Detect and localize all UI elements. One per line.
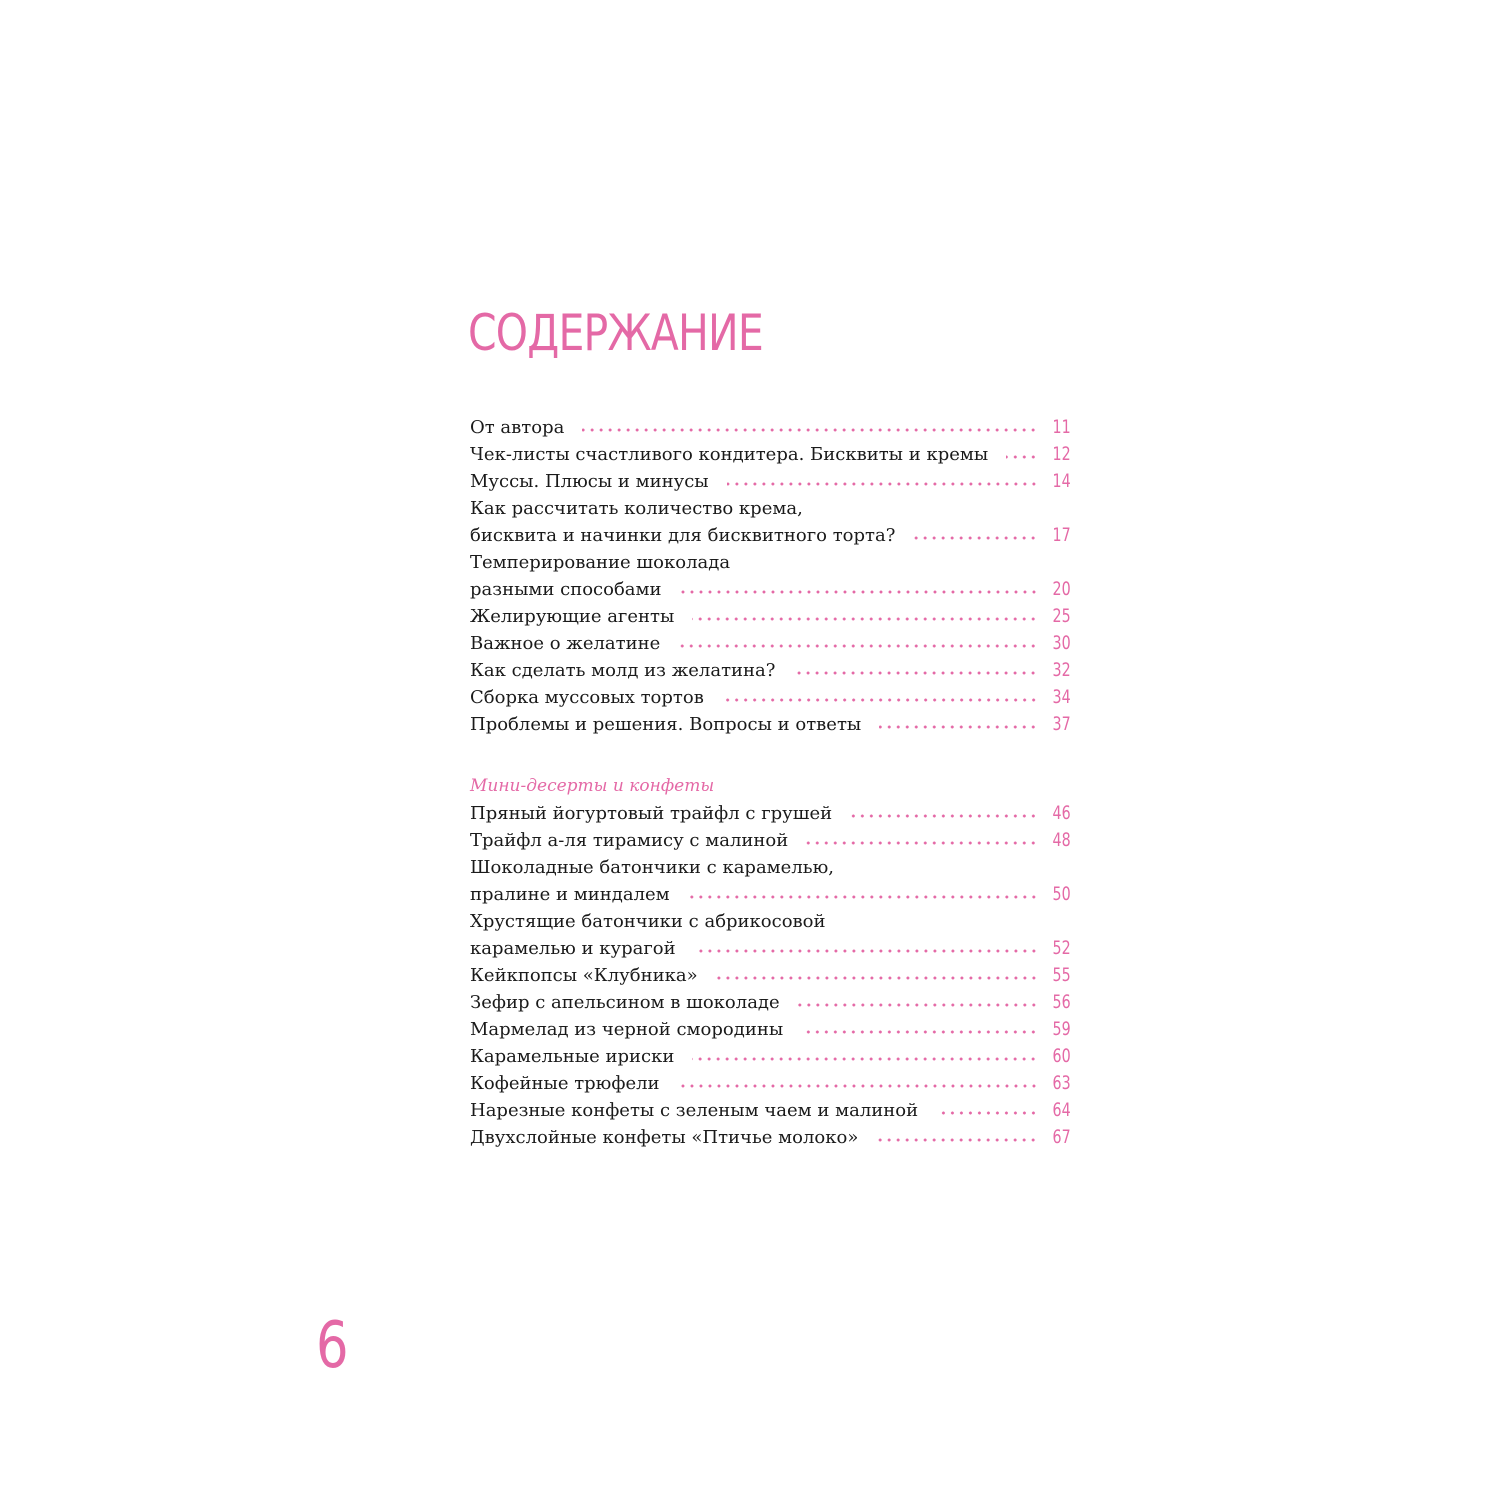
toc-entry-line: [470, 522, 1071, 549]
toc-entry-line: [470, 935, 1071, 962]
dot-leader: [692, 617, 1038, 621]
toc-entry-line: [470, 495, 1066, 522]
toc-entry[interactable]: [470, 1043, 1071, 1070]
dot-leader: [582, 428, 1038, 432]
toc-entry-title: Шоколадные батончики с карамелью,: [470, 857, 834, 878]
toc-entry-title: Как рассчитать количество крема,: [470, 498, 803, 519]
toc-entry[interactable]: [470, 989, 1071, 1016]
toc-page-number: 25: [1052, 605, 1071, 627]
toc-entry-title: Зефир с апельсином в шоколаде: [470, 992, 780, 1013]
toc-entry-line: [470, 549, 1066, 576]
toc-entry-line: [470, 1070, 1071, 1097]
toc-entry[interactable]: [470, 684, 1071, 711]
toc-entries: [470, 800, 1071, 1151]
toc-entry-line: [470, 881, 1071, 908]
toc-entry-line: [470, 908, 1066, 935]
toc-entry[interactable]: [470, 800, 1071, 827]
toc-entry-title: Двухслойные конфеты «Птичье молоко»: [470, 1127, 859, 1148]
toc-entry-line: [470, 468, 1071, 495]
toc-page-number: 17: [1052, 524, 1071, 546]
toc-page-number: 63: [1052, 1072, 1071, 1094]
toc-page-number: 12: [1052, 443, 1071, 465]
toc-entry-title: Сборка муссовых тортов: [470, 687, 704, 708]
dot-leader: [688, 895, 1038, 899]
toc-entry-title: пралине и миндалем: [470, 884, 670, 905]
toc-entry[interactable]: [470, 854, 1071, 908]
toc-entry-title: Муссы. Плюсы и минусы: [470, 471, 709, 492]
dot-leader: [680, 590, 1038, 594]
page-number: 6: [316, 1309, 349, 1383]
toc-entry-line: [470, 630, 1071, 657]
toc-entry[interactable]: [470, 495, 1071, 549]
toc-entry[interactable]: [470, 827, 1071, 854]
toc-entry-line: [470, 657, 1071, 684]
toc-entry[interactable]: [470, 908, 1071, 962]
toc-entry-line: [470, 684, 1071, 711]
toc-page-number: 37: [1052, 713, 1071, 735]
toc-entry[interactable]: [470, 441, 1071, 468]
toc-entry-line: [470, 414, 1071, 441]
dot-leader: [793, 671, 1038, 675]
toc-entry-line: [470, 1043, 1071, 1070]
dot-leader: [801, 1030, 1038, 1034]
toc-page-number: 30: [1052, 632, 1071, 654]
toc-section-mini-desserts: [470, 773, 1071, 1151]
dot-leader: [722, 698, 1038, 702]
dot-leader: [727, 482, 1038, 486]
toc-page-number: 52: [1052, 937, 1071, 959]
toc-entry-title: Кейкпопсы «Клубника»: [470, 965, 698, 986]
toc-entry-line: [470, 1124, 1071, 1151]
dot-leader: [1006, 455, 1038, 459]
toc-entry-line: [470, 441, 1071, 468]
toc-entry-line: [470, 854, 1066, 881]
toc-section-main: [470, 414, 1071, 738]
dot-leader: [879, 725, 1038, 729]
toc-page-number: 59: [1052, 1018, 1071, 1040]
toc-entry[interactable]: [470, 414, 1071, 441]
dot-leader: [678, 1084, 1038, 1088]
toc-page-number: 32: [1052, 659, 1071, 681]
toc-entry[interactable]: [470, 549, 1071, 603]
dot-leader: [850, 814, 1038, 818]
toc-entry-title: Чек-листы счастливого кондитера. Бисквиты и кремы: [470, 444, 989, 465]
dot-leader: [798, 1003, 1038, 1007]
toc-entry-title: Проблемы и решения. Вопросы и ответы: [470, 714, 862, 735]
toc-page-number: 20: [1052, 578, 1071, 600]
toc-page-number: 56: [1052, 991, 1071, 1013]
toc-entry-title: Темперирование шоколада: [470, 552, 731, 573]
toc-entry-title: разными способами: [470, 579, 662, 600]
toc-entry[interactable]: [470, 1016, 1071, 1043]
toc-page-number: 48: [1052, 829, 1071, 851]
toc-entry[interactable]: [470, 962, 1071, 989]
toc-entry-title: Важное о желатине: [470, 633, 661, 654]
toc-page-number: 55: [1052, 964, 1071, 986]
toc-entry-title: Карамельные ириски: [470, 1046, 675, 1067]
toc-page-number: 50: [1052, 883, 1071, 905]
dot-leader: [913, 536, 1038, 540]
toc-entry-title: Трайфл а-ля тирамису с малиной: [470, 830, 789, 851]
toc-entry-title: Мармелад из черной смородины: [470, 1019, 784, 1040]
toc-entry-title: Как сделать молд из желатина?: [470, 660, 776, 681]
toc-entry[interactable]: [470, 1097, 1071, 1124]
toc-entry-title: Кофейные трюфели: [470, 1073, 660, 1094]
toc-entry-line: [470, 989, 1071, 1016]
toc-entry[interactable]: [470, 468, 1071, 495]
toc-entry-line: [470, 711, 1071, 738]
dot-leader: [806, 841, 1038, 845]
toc-entry-title: Желирующие агенты: [470, 606, 675, 627]
toc-entry-line: [470, 827, 1071, 854]
toc-page-number: 11: [1052, 416, 1071, 438]
dot-leader: [692, 1057, 1038, 1061]
toc-entry-line: [470, 603, 1071, 630]
toc-entry-line: [470, 576, 1071, 603]
toc-entry-title: Нарезные конфеты с зеленым чаем и малиной: [470, 1100, 919, 1121]
toc-entry-title: Хрустящие батончики с абрикосовой: [470, 911, 826, 932]
toc-page-number: 64: [1052, 1099, 1071, 1121]
toc-page-number: 34: [1052, 686, 1071, 708]
toc-entry-title: карамелью и курагой: [470, 938, 676, 959]
dot-leader: [716, 976, 1038, 980]
toc-entry[interactable]: [470, 630, 1071, 657]
toc-page-number: 60: [1052, 1045, 1071, 1067]
toc-page-number: 67: [1052, 1126, 1071, 1148]
toc-entry-title: От автора: [470, 417, 565, 438]
toc-entry-line: [470, 962, 1071, 989]
toc-entry-title: бисквита и начинки для бисквитного торта?: [470, 525, 896, 546]
dot-leader: [678, 644, 1038, 648]
toc-entry[interactable]: [470, 1124, 1071, 1151]
dot-leader: [876, 1138, 1038, 1142]
dot-leader: [694, 949, 1038, 953]
toc-entry-line: [470, 1097, 1071, 1124]
page-title: СОДЕРЖАНИЕ: [468, 304, 763, 362]
section-heading: Мини-десерты и конфеты: [470, 776, 715, 796]
toc-entry[interactable]: [470, 711, 1071, 738]
toc-entry[interactable]: [470, 1070, 1071, 1097]
toc-entry-line: [470, 800, 1071, 827]
toc-entry-line: [470, 1016, 1071, 1043]
toc-entry-title: Пряный йогуртовый трайфл с грушей: [470, 803, 833, 824]
dot-leader: [936, 1111, 1038, 1115]
toc-page-number: 46: [1052, 802, 1071, 824]
toc-page-number: 14: [1052, 470, 1071, 492]
toc-entry[interactable]: [470, 657, 1071, 684]
toc-entry[interactable]: [470, 603, 1071, 630]
